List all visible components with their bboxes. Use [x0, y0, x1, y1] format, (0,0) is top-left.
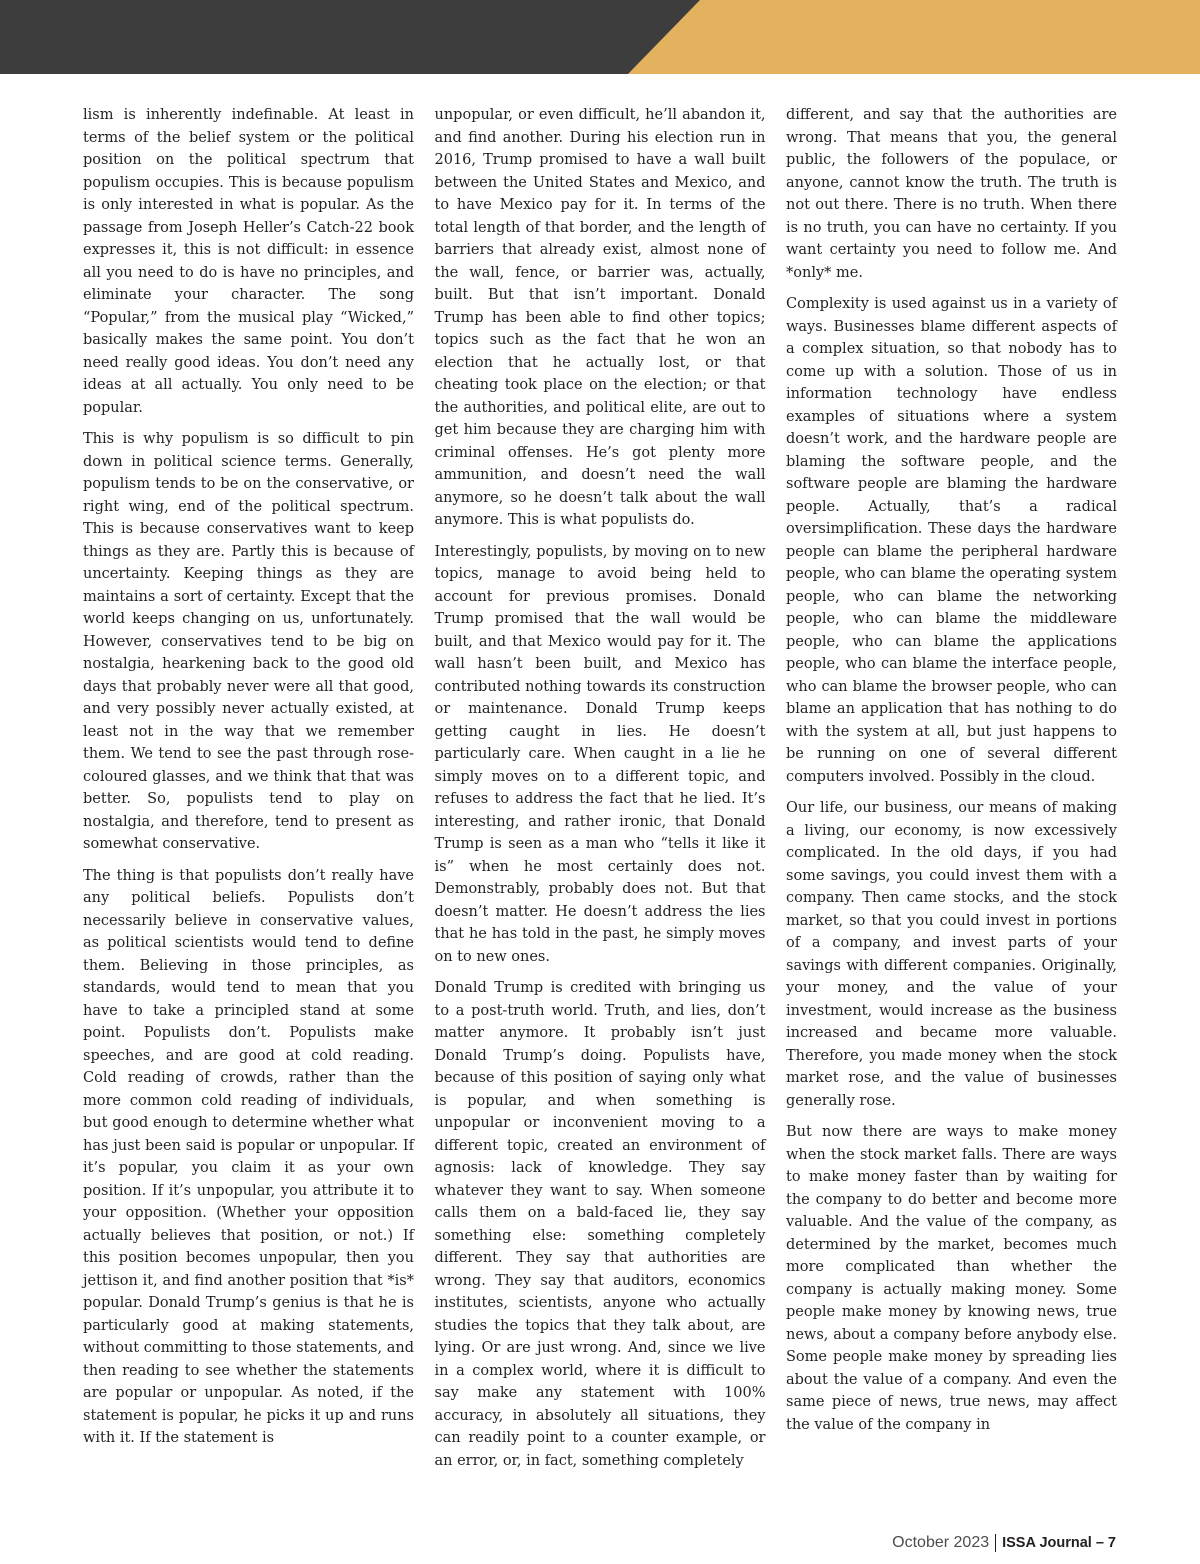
page-footer	[892, 1531, 1116, 1555]
journal-page-number: ISSA Journal – 7	[1002, 1535, 1116, 1551]
paragraph: unpopular, or even difficult, he’ll abandon it, and find another. During his election run in 2016, Trump promised to have a wall built between the United States and Mexico, and to have Mexico pay for it. In terms of the total length of that border, and the length of barriers that already exist, almost none of the wall, fence, or barrier was, actually, built. But that isn’t important. Donald Trump has been able to find other topics; topics such as the fact that he won an election that he actually lost, or that cheating took place on the election; or that the authorities, and political elite, are out to get him because they are charging him with criminal offenses. He’s got plenty more ammunition, and doesn’t need the wall anymore, so he doesn’t talk about the wall anymore. This is what populists do.	[434, 107, 766, 528]
paragraph: The thing is that populists don’t really have any political beliefs. Populists don’t necessarily believe in conservative values, as political scientists would tend to define them. Believing in those principles, as standards, would tend to mean that you have to take a principled stand at some point. Populists don’t. Populists make speeches, and are good at cold reading. Cold reading of crowds, rather than the more common cold reading of individuals, but good enough to determine whether what has just been said is popular or unpopular. If it’s popular, you claim it as your own position. If it’s unpopular, you attribute it to your opposition. (Whether your opposition actually believes that position, or not.) If this position becomes unpopular, then you jettison it, and find another position that *is* popular. Donald Trump’s genius is that he is particularly good at making statements, without committing to those statements, and then reading to see whether the statements are popular or unpopular. As noted, if the statement is popular, he picks it up and runs with it. If the statement is	[83, 867, 414, 1446]
paragraph: different, and say that the authorities are wrong. That means that you, the general public, the followers of the populace, or anyone, cannot know the truth. The truth is not out there. There is no truth. When there is no truth, you can have no certainty. If you want certainty you need to follow me. And *only* me.	[786, 107, 1117, 281]
paragraph: Complexity is used against us in a variety of ways. Businesses blame different aspects of a complex situation, so that nobody has to come up with a solution. Those of us in information technology have endless examples of situations where a system doesn’t work, and the hardware people are blaming the software people, and the software people are blaming the hardware people. Actually, that’s a radical oversimplification. These days the hardware people can blame the peripheral hardware people, who can blame the operating system people, who can blame the networking people, who can blame the middleware people, who can blame the applications people, who can blame the interface people, who can blame the browser people, who can blame an application that has nothing to do with the system at all, but just happens to be running on one of several different computers involved. Possibly in the cloud.	[786, 296, 1117, 785]
issue-date: October 2023	[892, 1534, 990, 1551]
header-banner	[0, 0, 1200, 74]
paragraph: Donald Trump is credited with bringing us to a post-truth world. Truth, and lies, don’t matter anymore. It probably isn’t just Donald Trump’s doing. Populists have, because of this position of saying only what is popular, and when something is unpopular or inconvenient moving to a different topic, created an environment of agnosis: lack of knowledge. They say whatever they want to say. When someone calls them on a bald-faced lie, they say something else: something completely different. They say that authorities are wrong. They say that auditors, economics institutes, scientists, anyone who actually studies the topics that they talk about, are lying. Or are just wrong. And, since we live in a complex world, where it is difficult to say make any statement with 100% accuracy, in absolutely all situations, they can readily point to a counter example, or an error, or, in fact, something completely	[434, 980, 766, 1469]
paragraph: This is why populism is so difficult to pin down in political science terms. Generally, populism tends to be on the conservative, or right wing, end of the political spectrum. This is because conservatives want to keep things as they are. Partly this is because of uncertainty. Keeping things as they are maintains a sort of certainty. Except that the world keeps changing on us, unfortunately. However, conservatives tend to be big on nostalgia, hearkening back to the good old days that probably never were all that good, and very possibly never actually existed, at least not in the way that we remember them. We tend to see the past through rose-coloured glasses, and we think that that was better. So, populists tend to play on nostalgia, and therefore, tend to present as somewhat conservative.	[83, 431, 414, 852]
article-column-3	[786, 104, 1117, 1481]
paragraph: lism is inherently indefinable. At least in terms of the belief system or the political position on the political spectrum that populism occupies. This is because populism is only interested in what is popular. As the passage from Joseph Heller’s Catch-22 book expresses it, this is not difficult: in essence all you need to do is have no principles, and eliminate your character. The song “Popular,” from the musical play “Wicked,” basically makes the same point. You don’t need really good ideas. You don’t need any ideas at all actually. You only need to be popular.	[83, 107, 414, 416]
article-column-2	[435, 104, 766, 1481]
header-accent-shape	[628, 0, 1200, 74]
paragraph: Interestingly, populists, by moving on to new topics, manage to avoid being held to account for previous promises. Donald Trump promised that the wall would be built, and that Mexico would pay for it. The wall hasn’t been built, and Mexico has contributed nothing towards its construction or maintenance. Donald Trump keeps getting caught in lies. He doesn’t particularly care. When caught in a lie he simply moves on to a different topic, and refuses to address the fact that he lied. It’s interesting, and rather ironic, that Donald Trump is seen as a man who “tells it like it is” when he most certainly does not. Demonstrably, probably does not. But that doesn’t matter. He doesn’t address the lies that he has told in the past, he simply moves on to new ones.	[434, 543, 766, 965]
paragraph: Our life, our business, our means of making a living, our economy, is now excessively complicated. In the old days, if you had some savings, you could invest them with a company. Then came stocks, and the stock market, so that you could invest in portions of a company, and invest parts of your savings with different companies. Originally, your money, and the value of your investment, would increase as the business increased and became more valuable. Therefore, you made money when the stock market rose, and the value of businesses generally rose.	[786, 800, 1117, 1109]
article-columns	[83, 104, 1117, 1481]
article-column-1	[83, 104, 414, 1481]
paragraph: But now there are ways to make money when the stock market falls. There are ways to make money faster than by waiting for the company to do better and become more valuable. And the value of the company, as determined by the market, becomes much more complicated than whether the company is actually making money. Some people make money by knowing news, true news, about a company before anybody else. Some people make money by spreading lies about the value of a company. And even the same piece of news, true news, may affect the value of the company in	[786, 1124, 1117, 1433]
footer-divider	[995, 1534, 996, 1552]
